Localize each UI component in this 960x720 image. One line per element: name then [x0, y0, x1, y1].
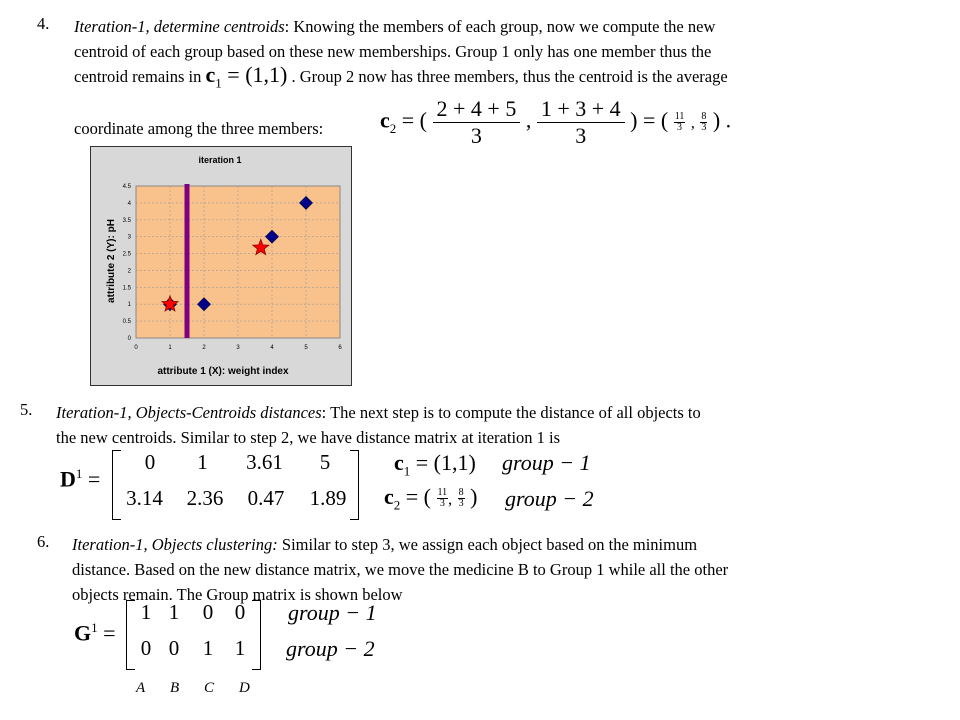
x-tick-label: 2 [202, 345, 206, 351]
y-tick-label: 4.5 [122, 184, 131, 190]
step4-text [74, 14, 874, 64]
step6-text [72, 532, 892, 607]
fraction-x: $\frac{2 + 4 + 5}{3}$ [433, 96, 521, 149]
x-tick-label: 0 [134, 345, 138, 351]
d-cell: 1 [197, 450, 208, 474]
y-tick-label: 0.5 [122, 319, 131, 326]
g-cell: 1 [202, 636, 214, 660]
step4-title: Iteration-1, determine centroids [74, 17, 285, 36]
d-cell: 0 [144, 450, 156, 474]
x-tick-label: 1 [168, 345, 172, 351]
y-tick-label: 4 [127, 200, 131, 207]
g-cell: 0 [202, 600, 214, 624]
g-cell: 1 [168, 600, 180, 624]
step5-number: 5. [20, 400, 33, 419]
d-cell: 3.61 [246, 450, 283, 474]
step4-line2: centroid of each group based on these new memberships. Group 1 only has one member thus the [74, 42, 712, 61]
d-cell: 3.14 [126, 486, 163, 510]
group2-label: group − 2 [505, 486, 594, 511]
x-tick-label: 6 [338, 345, 342, 351]
g-group1-label: group − 1 [288, 600, 377, 625]
x-tick-label: 5 [304, 345, 308, 351]
step4-line3: centroid remains in $c_1 = (1,1)$ . Group 2 now has three members, thus the centroid is the average [74, 62, 728, 91]
g-group2-label: group − 2 [286, 636, 375, 661]
x-tick-label: 3 [236, 345, 240, 351]
y-tick-label: 0 [127, 336, 131, 342]
column-label-b: B [170, 680, 180, 696]
step6-line1: Iteration-1, Objects clustering: Similar to step 3, we assign each object based on the minimum [72, 535, 698, 554]
step4-line1: Iteration-1, determine centroids: Knowing the members of each group, now we compute the new [74, 17, 716, 36]
x-tick-label: 4 [270, 345, 274, 351]
d-cell: 0.47 [247, 486, 285, 510]
c2-centroid: $c_2$ = ( $\frac{11}{3}$, $\frac{8}{3}$ ) [384, 484, 478, 513]
fraction-y: $\frac{1 + 3 + 4}{3}$ [537, 96, 625, 149]
y-tick-label: 2 [127, 268, 131, 275]
c1-formula: $c_1 = (1,1)$ [205, 62, 288, 91]
step5-text [56, 400, 876, 450]
step4-line4: coordinate among the three members: [74, 119, 324, 138]
step5-line1: Iteration-1, Objects-Centroids distances: The next step is to compute the distance of all objects to [56, 403, 701, 422]
step6-line2: distance. Based on the new distance matrix, we move the medicine B to Group 1 while all the other [72, 560, 729, 579]
d-matrix-label: $D^1$ = [60, 466, 101, 492]
y-tick-label: 3.5 [122, 217, 131, 224]
x-axis-label: attribute 1 (X): weight index [157, 366, 289, 377]
c2-formula: $c_2$ = ( $\frac{2 + 4 + 5}{3}$ , $\frac{1 + 3 + 4}{3}$ ) = ( $\frac{11}{3}$ , $\frac{8}{3}$ ) . [380, 96, 732, 148]
scatter-chart [90, 146, 352, 386]
g-cell: 0 [140, 636, 152, 660]
d-cell: 2.36 [186, 486, 224, 510]
group1-label: group − 1 [502, 450, 591, 475]
column-label-a: A [136, 680, 146, 696]
c1-centroid: $c_1 = (1,1)$ [394, 450, 476, 479]
step6-title: Iteration-1, Objects clustering: [72, 535, 278, 554]
step4-number: 4. [37, 14, 50, 33]
column-label-d: D [239, 680, 250, 696]
step5-line2: the new centroids. Similar to step 2, we have distance matrix at iteration 1 is [56, 428, 561, 447]
y-tick-label: 1.5 [122, 285, 131, 292]
y-tick-label: 1 [127, 302, 131, 309]
g-cell: 0 [234, 600, 246, 624]
step5-title: Iteration-1, Objects-Centroids distances [56, 403, 322, 422]
y-tick-label: 3 [127, 234, 131, 241]
g-cell: 1 [234, 636, 246, 660]
g-cell: 1 [140, 600, 152, 624]
y-tick-label: 2.5 [122, 251, 131, 258]
y-axis-label: attribute 2 (Y): pH [106, 219, 117, 303]
divider-line [185, 184, 190, 338]
d-cell: 5 [319, 450, 331, 474]
g-matrix-label: $G^1$ = [74, 620, 116, 646]
d-cell: 1.89 [309, 486, 347, 510]
step6-number: 6. [37, 532, 50, 551]
g-cell: 0 [168, 636, 180, 660]
chart-title: iteration 1 [198, 155, 242, 165]
column-label-c: C [204, 680, 215, 696]
step6-line3: objects remain. The Group matrix is shown below [72, 585, 403, 604]
